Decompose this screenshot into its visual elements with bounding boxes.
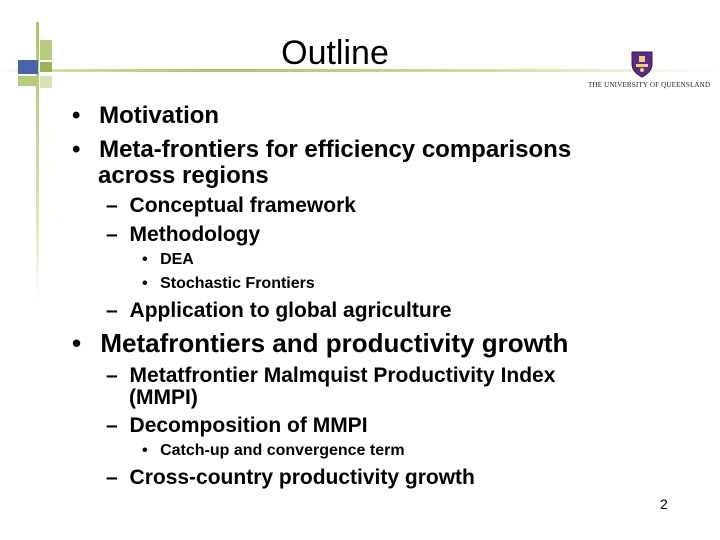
list-item-text: Metatfrontier Malmquist Productivity Index [129,364,556,387]
list-item [106,414,368,438]
list-item-continuation [129,386,198,410]
bullet-marker: • [142,275,148,292]
list-item [106,194,356,218]
slide-title: Outline [281,34,389,72]
list-item [106,299,452,323]
list-item-text: Conceptual framework [129,194,356,217]
list-item [142,251,194,269]
list-item [72,328,568,359]
list-item-text: (MMPI) [129,386,198,409]
bullet-marker: • [72,102,81,129]
bullet-marker: – [106,466,118,489]
bullet-marker: • [142,251,148,268]
list-item [106,223,260,247]
bullet-marker: – [106,414,118,437]
bullet-marker: – [106,223,118,246]
list-item [106,466,475,490]
list-item-text: Cross-country productivity growth [129,466,475,489]
list-item-text: Decomposition of MMPI [129,414,368,437]
list-item-text: Motivation [99,102,220,129]
bullet-marker: • [72,136,81,163]
list-item [142,275,315,293]
bullet-marker: • [142,442,148,459]
bullet-marker: – [106,194,118,217]
list-item [72,102,219,130]
list-item-continuation [98,162,269,190]
list-item [72,136,571,164]
list-item-text: Catch-up and convergence term [160,442,405,459]
bullet-marker: – [106,299,118,322]
list-item [106,364,555,388]
list-item-text: DEA [160,251,194,268]
bullet-marker: • [72,328,82,358]
list-item-text: Stochastic Frontiers [160,275,315,292]
list-item [142,442,405,460]
list-item-text: Application to global agriculture [129,299,452,322]
list-item-text: across regions [98,162,269,189]
list-item-text: Metafrontiers and productivity growth [100,328,569,358]
page-number: 2 [660,496,668,512]
list-item-text: Methodology [129,223,261,246]
bullet-marker: – [106,364,118,387]
list-item-text: Meta-frontiers for efficiency comparisons [99,136,572,163]
university-name: THE UNIVERSITY OF QUEENSLAND [588,81,711,89]
